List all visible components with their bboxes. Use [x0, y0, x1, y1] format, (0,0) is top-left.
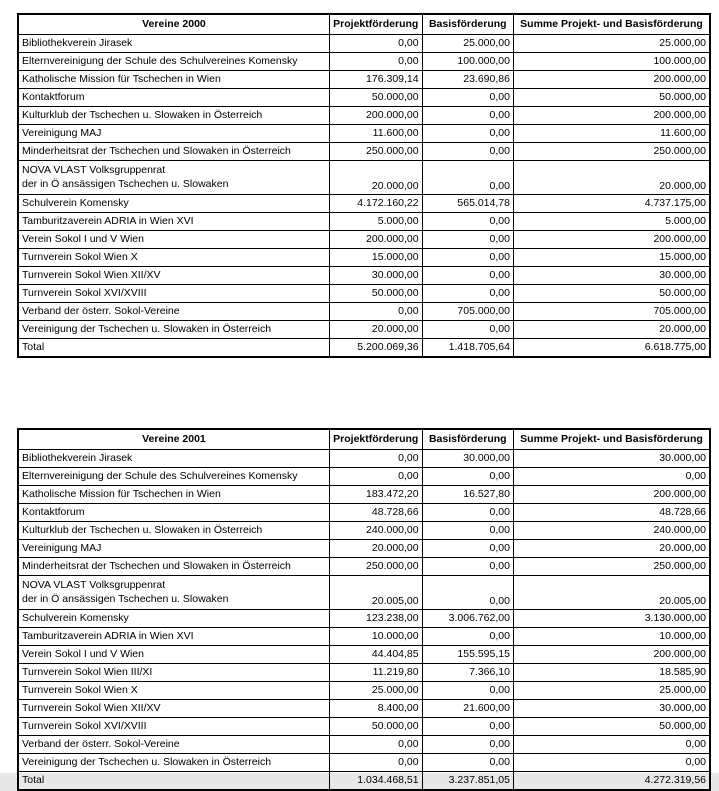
projektfoerderung-value: 11.600,00 — [329, 125, 422, 143]
organization-name-cell — [18, 213, 329, 231]
organization-name-cell — [18, 195, 329, 213]
column-header: Basisförderung — [422, 429, 513, 450]
organization-name-cell — [18, 772, 329, 791]
basisfoerderung-value: 0,00 — [422, 89, 513, 107]
basisfoerderung-value: 0,00 — [422, 682, 513, 700]
organization-name-line: Bibliothekverein Jirasek — [22, 36, 133, 49]
projektfoerderung-value: 0,00 — [329, 754, 422, 772]
basisfoerderung-value: 21.600,00 — [422, 700, 513, 718]
summe-value: 100.000,00 — [513, 53, 710, 71]
organization-name-cell — [18, 339, 329, 358]
projektfoerderung-value: 250.000,00 — [329, 558, 422, 576]
projektfoerderung-value: 1.034.468,51 — [329, 772, 422, 791]
projektfoerderung-value: 0,00 — [329, 53, 422, 71]
projektfoerderung-value: 5.000,00 — [329, 213, 422, 231]
organization-name-line: Verein Sokol I und V Wien — [22, 232, 144, 245]
projektfoerderung-value: 20.000,00 — [329, 161, 422, 195]
basisfoerderung-value: 0,00 — [422, 125, 513, 143]
projektfoerderung-value: 200.000,00 — [329, 107, 422, 125]
basisfoerderung-value: 100.000,00 — [422, 53, 513, 71]
projektfoerderung-value: 8.400,00 — [329, 700, 422, 718]
projektfoerderung-value: 30.000,00 — [329, 267, 422, 285]
organization-name-line: Verband der österr. Sokol-Vereine — [22, 737, 180, 750]
table-row — [18, 610, 710, 628]
summe-value: 15.000,00 — [513, 249, 710, 267]
table-row — [18, 576, 710, 610]
table-row — [18, 558, 710, 576]
organization-name-cell — [18, 143, 329, 161]
table-row — [18, 450, 710, 468]
organization-name-line: Turnverein Sokol XVI/XVIII — [22, 286, 147, 299]
summe-value: 30.000,00 — [513, 700, 710, 718]
organization-name-cell — [18, 161, 329, 195]
organization-name-line: Minderheitsrat der Tschechen und Slowaken in Österreich — [22, 559, 291, 572]
funding-table — [17, 428, 711, 791]
projektfoerderung-value: 11.219,80 — [329, 664, 422, 682]
summe-value: 50.000,00 — [513, 718, 710, 736]
projektfoerderung-value: 50.000,00 — [329, 285, 422, 303]
organization-name-line: Tamburitzaverein ADRIA in Wien XVI — [22, 214, 194, 227]
organization-name-cell — [18, 610, 329, 628]
projektfoerderung-value: 183.472,20 — [329, 486, 422, 504]
table-row — [18, 628, 710, 646]
summe-value: 200.000,00 — [513, 646, 710, 664]
summe-value: 0,00 — [513, 468, 710, 486]
projektfoerderung-value: 20.005,00 — [329, 576, 422, 610]
summe-value: 25.000,00 — [513, 682, 710, 700]
organization-name-cell — [18, 53, 329, 71]
basisfoerderung-value: 0,00 — [422, 628, 513, 646]
organization-name-cell — [18, 303, 329, 321]
organization-name-cell — [18, 71, 329, 89]
table-row — [18, 249, 710, 267]
projektfoerderung-value: 4.172.160,22 — [329, 195, 422, 213]
organization-name-cell — [18, 558, 329, 576]
summe-value: 200.000,00 — [513, 107, 710, 125]
organization-name-cell — [18, 522, 329, 540]
basisfoerderung-value: 0,00 — [422, 754, 513, 772]
basisfoerderung-value: 7.366,10 — [422, 664, 513, 682]
basisfoerderung-value: 3.237.851,05 — [422, 772, 513, 791]
organization-name-cell — [18, 35, 329, 53]
table-row — [18, 107, 710, 125]
summe-value: 48.728,66 — [513, 504, 710, 522]
summe-value: 250.000,00 — [513, 143, 710, 161]
projektfoerderung-value: 15.000,00 — [329, 249, 422, 267]
column-header: Summe Projekt- und Basisförderung — [513, 14, 710, 35]
organization-name-cell — [18, 540, 329, 558]
projektfoerderung-value: 0,00 — [329, 736, 422, 754]
organization-name-line: NOVA VLAST Volksgruppenrat — [22, 579, 166, 592]
organization-name-cell — [18, 736, 329, 754]
organization-name-cell — [18, 754, 329, 772]
basisfoerderung-value: 0,00 — [422, 504, 513, 522]
organization-name-line: Turnverein Sokol Wien X — [22, 250, 138, 263]
projektfoerderung-value: 240.000,00 — [329, 522, 422, 540]
table-row — [18, 646, 710, 664]
summe-value: 240.000,00 — [513, 522, 710, 540]
basisfoerderung-value: 0,00 — [422, 107, 513, 125]
basisfoerderung-value: 0,00 — [422, 540, 513, 558]
funding-table-2001-section — [17, 428, 711, 791]
basisfoerderung-value: 155.595,15 — [422, 646, 513, 664]
basisfoerderung-value: 0,00 — [422, 718, 513, 736]
summe-value: 200.000,00 — [513, 231, 710, 249]
projektfoerderung-value: 123.238,00 — [329, 610, 422, 628]
table-row — [18, 754, 710, 772]
organization-name-line: Tamburitzaverein ADRIA in Wien XVI — [22, 629, 194, 642]
summe-value: 20.000,00 — [513, 161, 710, 195]
organization-name-line: Turnverein Sokol Wien XII/XV — [22, 268, 161, 281]
table-row — [18, 125, 710, 143]
organization-name-line: Vereinigung MAJ — [22, 126, 102, 139]
table-row — [18, 736, 710, 754]
column-header: Projektförderung — [329, 429, 422, 450]
organization-name-line: Turnverein Sokol Wien X — [22, 683, 138, 696]
table-row — [18, 195, 710, 213]
total-row — [18, 772, 710, 791]
projektfoerderung-value: 10.000,00 — [329, 628, 422, 646]
basisfoerderung-value: 0,00 — [422, 249, 513, 267]
column-header: Summe Projekt- und Basisförderung — [513, 429, 710, 450]
organization-name-cell — [18, 321, 329, 339]
organization-name-cell — [18, 107, 329, 125]
projektfoerderung-value: 176.309,14 — [329, 71, 422, 89]
organization-name-line: Elternvereinigung der Schule des Schulvereines Komensky — [22, 54, 298, 67]
basisfoerderung-value: 0,00 — [422, 231, 513, 249]
summe-value: 30.000,00 — [513, 267, 710, 285]
organization-name-line: Kulturklub der Tschechen u. Slowaken in Österreich — [22, 108, 263, 121]
summe-value: 250.000,00 — [513, 558, 710, 576]
organization-name-line: Schulverein Komensky — [22, 611, 129, 624]
basisfoerderung-value: 23.690,86 — [422, 71, 513, 89]
projektfoerderung-value: 0,00 — [329, 303, 422, 321]
basisfoerderung-value: 3.006.762,00 — [422, 610, 513, 628]
organization-name-cell — [18, 249, 329, 267]
table-row — [18, 89, 710, 107]
projektfoerderung-value: 0,00 — [329, 35, 422, 53]
basisfoerderung-value: 16.527,80 — [422, 486, 513, 504]
organization-name-line: Schulverein Komensky — [22, 196, 129, 209]
summe-value: 20.000,00 — [513, 540, 710, 558]
organization-name-cell — [18, 125, 329, 143]
organization-name-line: Turnverein Sokol XVI/XVIII — [22, 719, 147, 732]
table-row — [18, 213, 710, 231]
organization-name-line: Total — [22, 340, 45, 353]
summe-value: 20.000,00 — [513, 321, 710, 339]
organization-name-line: Kulturklub der Tschechen u. Slowaken in Österreich — [22, 523, 263, 536]
basisfoerderung-value: 25.000,00 — [422, 35, 513, 53]
basisfoerderung-value: 0,00 — [422, 143, 513, 161]
projektfoerderung-value: 5.200.069,36 — [329, 339, 422, 358]
projektfoerderung-value: 250.000,00 — [329, 143, 422, 161]
summe-value: 11.600,00 — [513, 125, 710, 143]
organization-name-line: Minderheitsrat der Tschechen und Slowaken in Österreich — [22, 144, 291, 157]
summe-value: 50.000,00 — [513, 89, 710, 107]
projektfoerderung-value: 48.728,66 — [329, 504, 422, 522]
organization-name-line: Turnverein Sokol Wien XII/XV — [22, 701, 161, 714]
organization-name-line: Elternvereinigung der Schule des Schulvereines Komensky — [22, 469, 298, 482]
table-row — [18, 267, 710, 285]
basisfoerderung-value: 705.000,00 — [422, 303, 513, 321]
projektfoerderung-value: 200.000,00 — [329, 231, 422, 249]
table-title: Vereine 2000 — [18, 14, 329, 35]
basisfoerderung-value: 0,00 — [422, 213, 513, 231]
summe-value: 0,00 — [513, 736, 710, 754]
organization-name-line: Verein Sokol I und V Wien — [22, 647, 144, 660]
organization-name-line: Katholische Mission für Tschechen in Wien — [22, 487, 221, 500]
table-row — [18, 522, 710, 540]
organization-name-cell — [18, 576, 329, 610]
basisfoerderung-value: 0,00 — [422, 285, 513, 303]
basisfoerderung-value: 0,00 — [422, 736, 513, 754]
organization-name-cell — [18, 504, 329, 522]
summe-value: 200.000,00 — [513, 486, 710, 504]
table-row — [18, 468, 710, 486]
organization-name-line: Katholische Mission für Tschechen in Wien — [22, 72, 221, 85]
header-row — [18, 14, 710, 35]
basisfoerderung-value: 565.014,78 — [422, 195, 513, 213]
summe-value: 6.618.775,00 — [513, 339, 710, 358]
organization-name-cell — [18, 450, 329, 468]
organization-name-line: Kontaktforum — [22, 505, 85, 518]
organization-name-cell — [18, 718, 329, 736]
summe-value: 20.005,00 — [513, 576, 710, 610]
organization-name-line: Vereinigung der Tschechen u. Slowaken in Österreich — [22, 322, 272, 335]
projektfoerderung-value: 50.000,00 — [329, 89, 422, 107]
organization-name-line: Turnverein Sokol Wien III/XI — [22, 665, 153, 678]
basisfoerderung-value: 0,00 — [422, 267, 513, 285]
projektfoerderung-value: 0,00 — [329, 450, 422, 468]
table-row — [18, 486, 710, 504]
basisfoerderung-value: 0,00 — [422, 558, 513, 576]
organization-name-line: Verband der österr. Sokol-Vereine — [22, 304, 180, 317]
summe-value: 25.000,00 — [513, 35, 710, 53]
table-row — [18, 303, 710, 321]
organization-name-line: Bibliothekverein Jirasek — [22, 451, 133, 464]
summe-value: 200.000,00 — [513, 71, 710, 89]
table-row — [18, 540, 710, 558]
summe-value: 0,00 — [513, 754, 710, 772]
table-row — [18, 143, 710, 161]
table-row — [18, 285, 710, 303]
summe-value: 4.272.319,56 — [513, 772, 710, 791]
organization-name-line: Kontaktforum — [22, 90, 85, 103]
summe-value: 5.000,00 — [513, 213, 710, 231]
organization-name-cell — [18, 267, 329, 285]
table-row — [18, 161, 710, 195]
table-row — [18, 231, 710, 249]
summe-value: 705.000,00 — [513, 303, 710, 321]
organization-name-cell — [18, 682, 329, 700]
summe-value: 4.737.175,00 — [513, 195, 710, 213]
projektfoerderung-value: 20.000,00 — [329, 321, 422, 339]
organization-name-cell — [18, 486, 329, 504]
table-row — [18, 53, 710, 71]
funding-table-2000-section — [17, 13, 711, 358]
table-row — [18, 71, 710, 89]
organization-name-cell — [18, 664, 329, 682]
table-row — [18, 718, 710, 736]
organization-name-line: der in Ö ansässigen Tschechen u. Slowaken — [22, 592, 229, 605]
organization-name-cell — [18, 628, 329, 646]
total-row — [18, 339, 710, 358]
summe-value: 18.585,90 — [513, 664, 710, 682]
organization-name-line: der in Ö ansässigen Tschechen u. Slowaken — [22, 177, 229, 190]
organization-name-cell — [18, 646, 329, 664]
organization-name-cell — [18, 700, 329, 718]
table-row — [18, 700, 710, 718]
header-row — [18, 429, 710, 450]
projektfoerderung-value: 50.000,00 — [329, 718, 422, 736]
table-row — [18, 321, 710, 339]
organization-name-cell — [18, 468, 329, 486]
column-header: Projektförderung — [329, 14, 422, 35]
summe-value: 10.000,00 — [513, 628, 710, 646]
column-header: Basisförderung — [422, 14, 513, 35]
basisfoerderung-value: 1.418.705,64 — [422, 339, 513, 358]
table-row — [18, 664, 710, 682]
organization-name-line: Vereinigung der Tschechen u. Slowaken in Österreich — [22, 755, 272, 768]
basisfoerderung-value: 0,00 — [422, 522, 513, 540]
organization-name-line: NOVA VLAST Volksgruppenrat — [22, 164, 166, 177]
summe-value: 50.000,00 — [513, 285, 710, 303]
organization-name-cell — [18, 285, 329, 303]
organization-name-line: Total — [22, 773, 45, 786]
summe-value: 3.130.000,00 — [513, 610, 710, 628]
table-row — [18, 504, 710, 522]
table-row — [18, 682, 710, 700]
organization-name-cell — [18, 89, 329, 107]
projektfoerderung-value: 0,00 — [329, 468, 422, 486]
table-row — [18, 35, 710, 53]
basisfoerderung-value: 0,00 — [422, 468, 513, 486]
basisfoerderung-value: 30.000,00 — [422, 450, 513, 468]
basisfoerderung-value: 0,00 — [422, 576, 513, 610]
funding-table — [17, 13, 711, 358]
projektfoerderung-value: 44.404,85 — [329, 646, 422, 664]
basisfoerderung-value: 0,00 — [422, 161, 513, 195]
summe-value: 30.000,00 — [513, 450, 710, 468]
basisfoerderung-value: 0,00 — [422, 321, 513, 339]
organization-name-cell — [18, 231, 329, 249]
projektfoerderung-value: 20.000,00 — [329, 540, 422, 558]
projektfoerderung-value: 25.000,00 — [329, 682, 422, 700]
organization-name-line: Vereinigung MAJ — [22, 541, 102, 554]
table-title: Vereine 2001 — [18, 429, 329, 450]
